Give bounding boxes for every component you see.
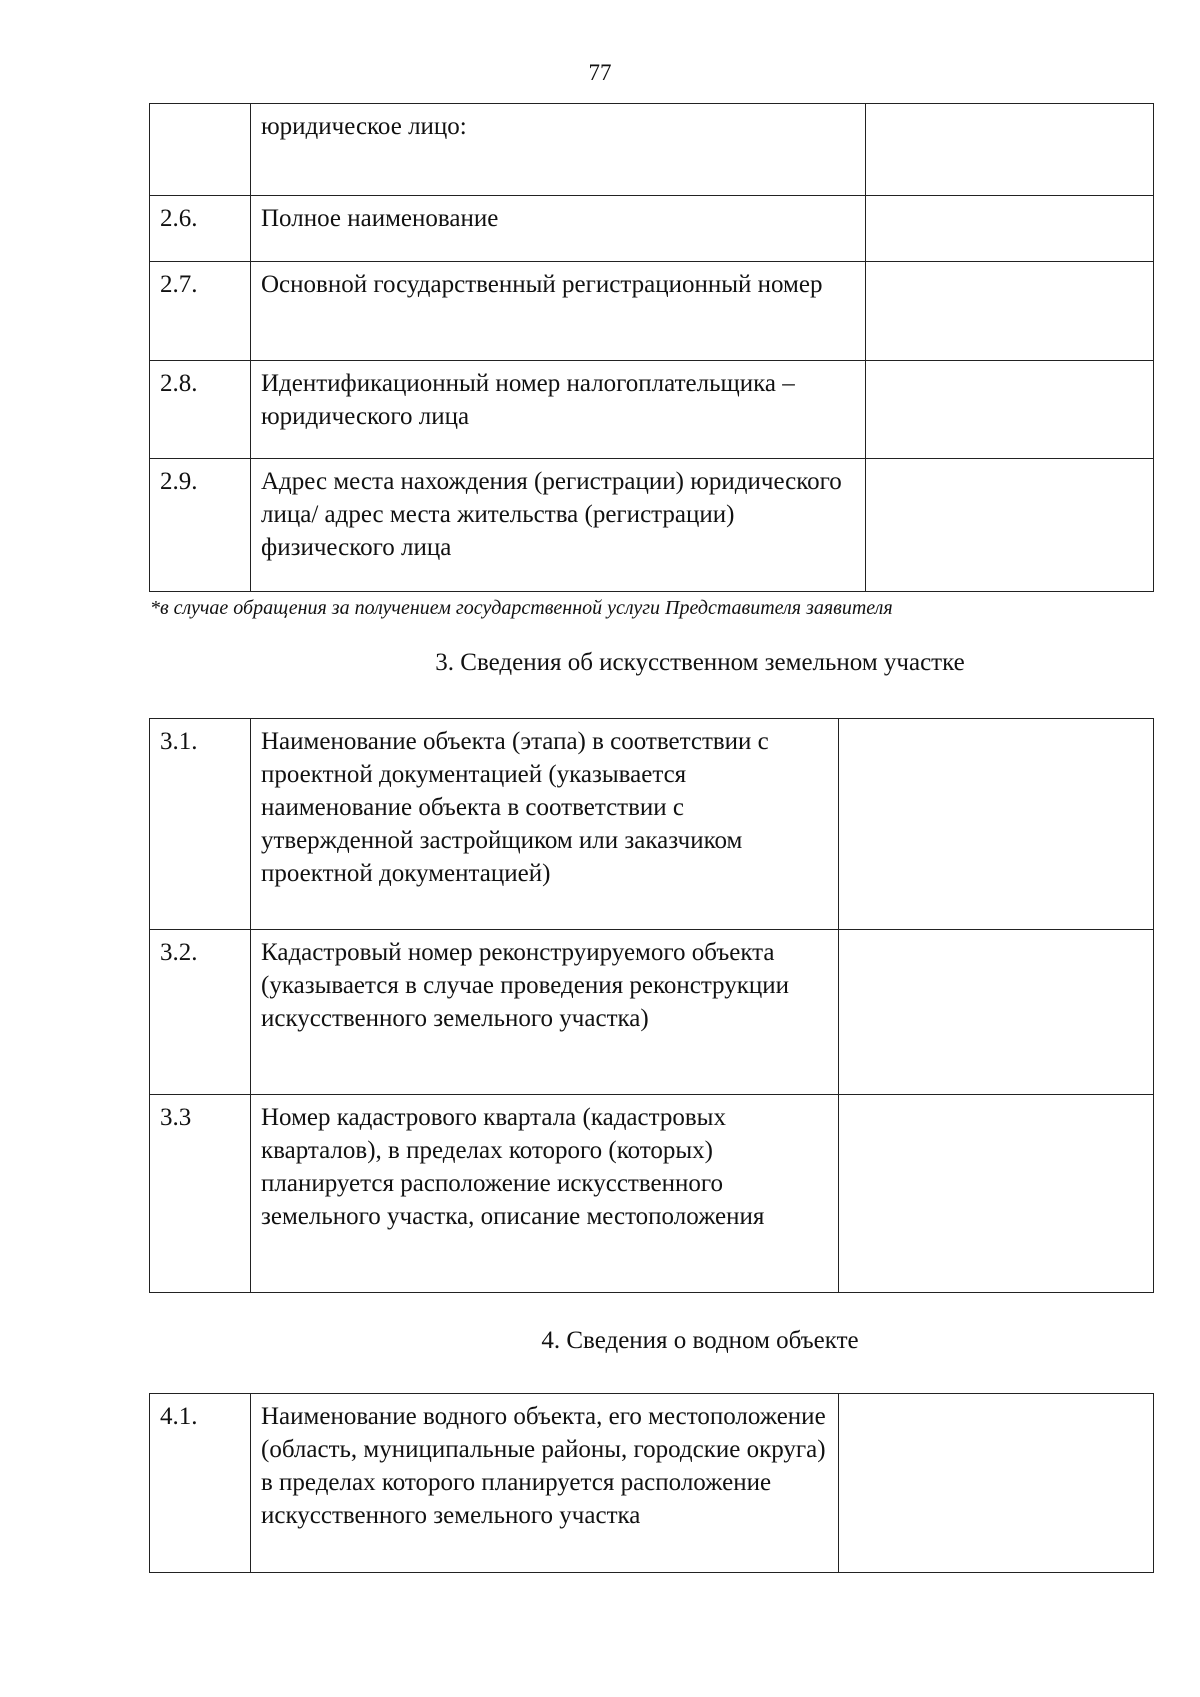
row-label: Кадастровый номер реконструируемого объекта (указывается в случае проведения реконструкции искусственного земельного участка) (251, 930, 839, 1095)
row-label: Полное наименование (251, 196, 866, 262)
row-number (150, 104, 251, 196)
row-value-cell[interactable] (839, 930, 1154, 1095)
row-number: 2.8. (150, 361, 251, 459)
row-number: 3.2. (150, 930, 251, 1095)
table-row (150, 1095, 1154, 1293)
table-row (150, 262, 1154, 361)
table-row (150, 719, 1154, 930)
artificial-land-plot-table (149, 718, 1154, 1293)
row-value-cell[interactable] (866, 104, 1154, 196)
footnote: *в случае обращения за получением государственной услуги Представителя заявителя (150, 597, 893, 619)
row-label: Адрес места нахождения (регистрации) юридического лица/ адрес места жительства (регистрации) физического лица (251, 459, 866, 592)
row-value-cell[interactable] (866, 196, 1154, 262)
row-value-cell[interactable] (839, 719, 1154, 930)
row-number: 2.9. (150, 459, 251, 592)
applicant-legal-entity-table (149, 103, 1154, 592)
table-row (150, 459, 1154, 592)
row-value-cell[interactable] (839, 1394, 1154, 1573)
row-label: Идентификационный номер налогоплательщика – юридического лица (251, 361, 866, 459)
row-label: юридическое лицо: (251, 104, 866, 196)
row-number: 2.6. (150, 196, 251, 262)
row-value-cell[interactable] (866, 459, 1154, 592)
row-label: Номер кадастрового квартала (кадастровых кварталов), в пределах которого (которых) планируется расположение искусственного земельного участка, описание местоположения (251, 1095, 839, 1293)
row-number: 2.7. (150, 262, 251, 361)
section-3-title: 3. Сведения об искусственном земельном участке (435, 649, 965, 676)
table-row (150, 361, 1154, 459)
page-number: 77 (588, 60, 612, 85)
table-row (150, 104, 1154, 196)
row-number: 3.1. (150, 719, 251, 930)
row-number: 4.1. (150, 1394, 251, 1573)
section-4-title: 4. Сведения о водном объекте (541, 1327, 859, 1354)
table-row (150, 1394, 1154, 1573)
row-value-cell[interactable] (839, 1095, 1154, 1293)
row-label: Наименование водного объекта, его местоположение (область, муниципальные районы, городские округа) в пределах которого планируется расположение искусственного земельного участка (251, 1394, 839, 1573)
row-number: 3.3 (150, 1095, 251, 1293)
table-row (150, 930, 1154, 1095)
row-label: Наименование объекта (этапа) в соответствии с проектной документацией (указывается наименование объекта в соответствии с утвержденной застройщиком или заказчиком проектной документацией) (251, 719, 839, 930)
table-row (150, 196, 1154, 262)
row-value-cell[interactable] (866, 361, 1154, 459)
row-value-cell[interactable] (866, 262, 1154, 361)
water-object-table (149, 1393, 1154, 1573)
row-label: Основной государственный регистрационный номер (251, 262, 866, 361)
